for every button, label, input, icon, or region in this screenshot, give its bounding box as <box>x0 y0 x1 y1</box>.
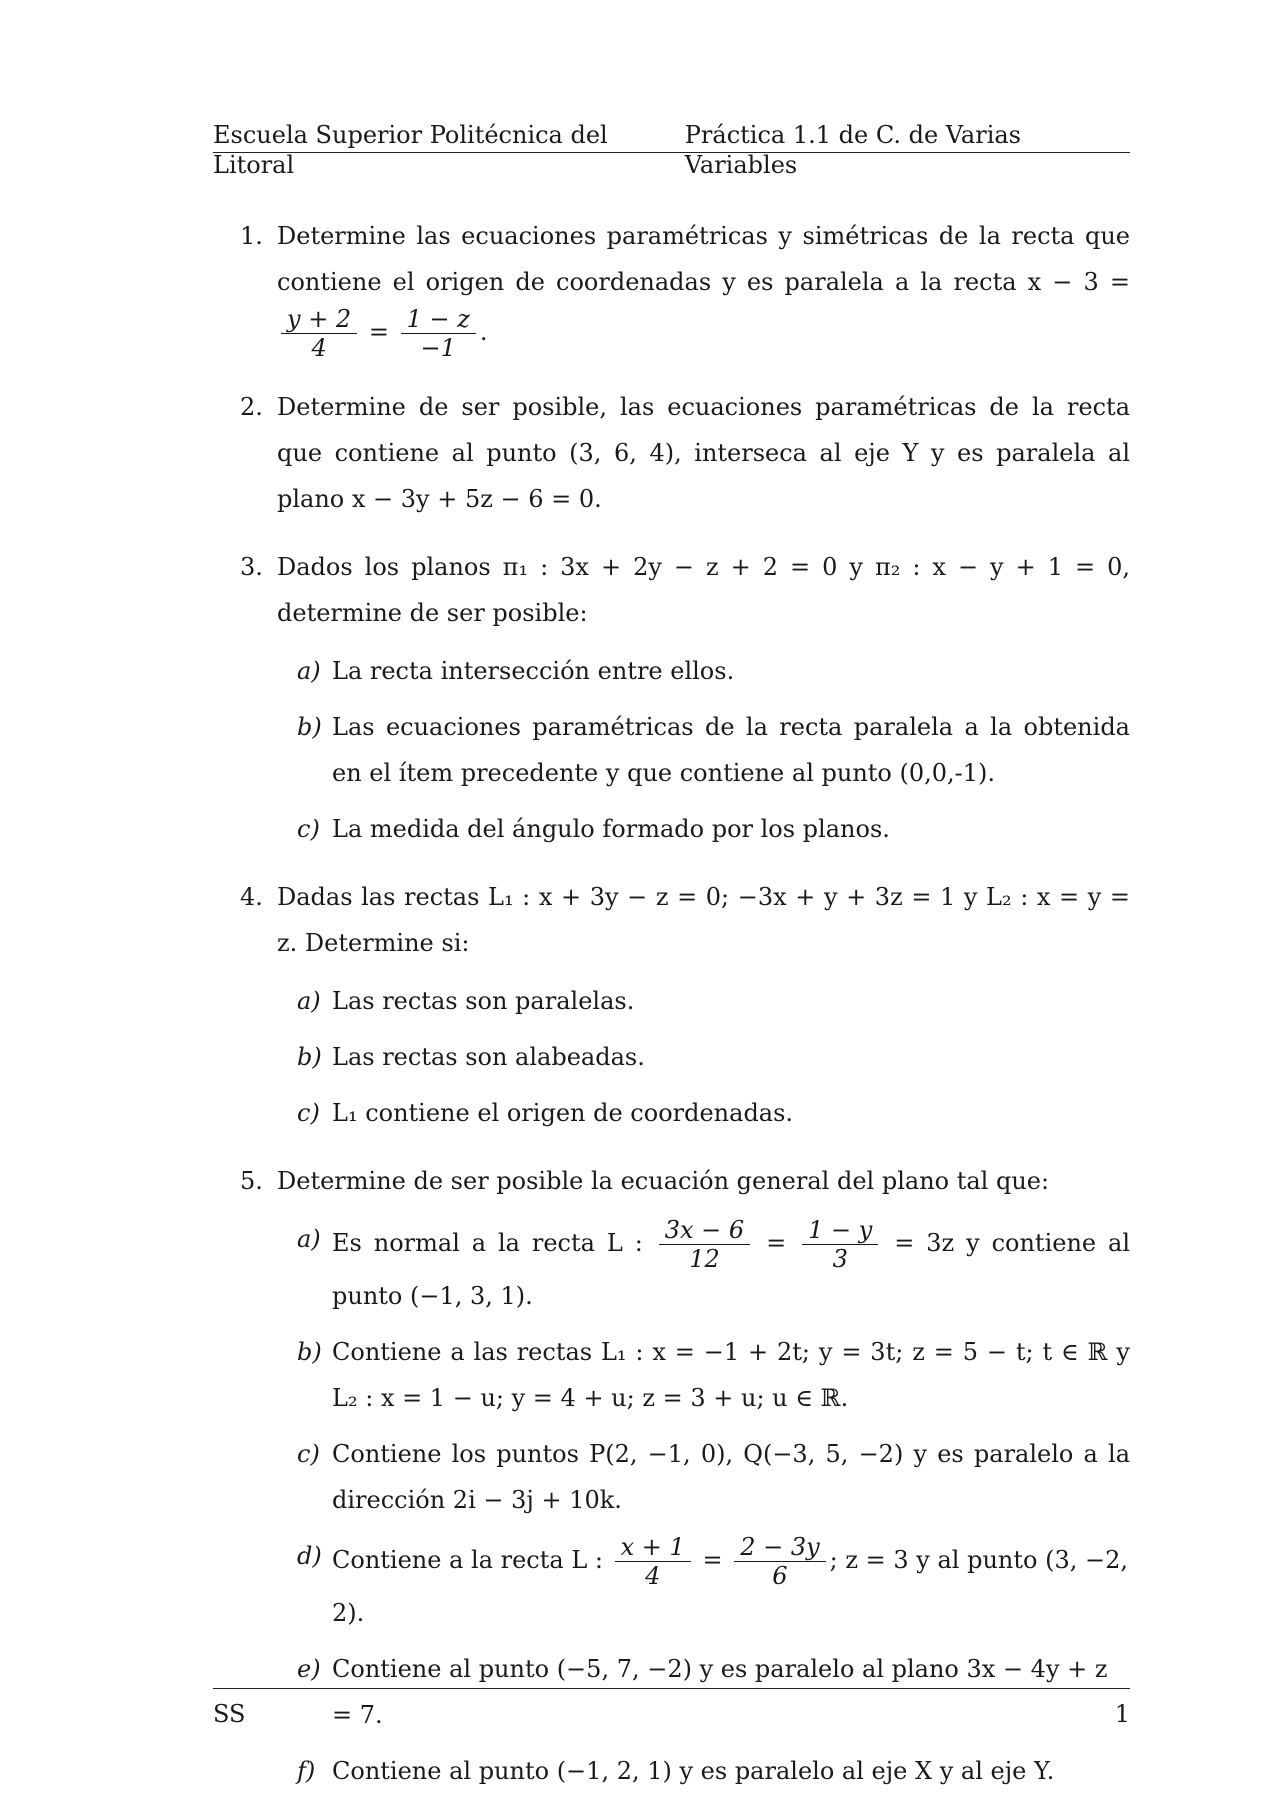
equals-sign: = <box>702 1546 723 1574</box>
problem-number: 4. <box>240 883 263 911</box>
subitem-a <box>213 648 1130 694</box>
header-rule <box>213 152 1130 153</box>
problem-text: Determine de ser posible la ecuación general del plano tal que: <box>277 1167 1050 1195</box>
problem-4 <box>213 874 1130 1136</box>
numerator: y + 2 <box>281 305 357 334</box>
subitem-a <box>213 978 1130 1024</box>
header-institution: Escuela Superior Politécnica del Litoral <box>213 121 608 179</box>
problem-number: 1. <box>240 222 263 250</box>
subitem-text: Las ecuaciones paramétricas de la recta paralela a la obtenida en el ítem precedente y que contiene al punto (0,0,-1). <box>332 713 1130 787</box>
subitem-c <box>213 1431 1130 1523</box>
problem-3 <box>213 544 1130 852</box>
subitem-label: a) <box>297 657 321 685</box>
subitem-label: b) <box>297 1043 322 1071</box>
problem-number: 3. <box>240 553 263 581</box>
problem-text: Determine de ser posible, las ecuaciones paramétricas de la recta que contiene al punto (3, 6, 4), interseca al eje Y y es paralela al plano x − 3y + 5z − 6 = 0. <box>277 393 1130 513</box>
subitem-text: Contiene a las rectas L₁ : x = −1 + 2t; y = 3t; z = 5 − t; t ∈ ℝ y L₂ : x = 1 − u; y = 4 + u; z = 3 + u; u ∈ ℝ. <box>332 1338 1130 1412</box>
subitem-list <box>277 978 1130 1136</box>
subitem-c <box>213 806 1130 852</box>
subitem-d <box>213 1533 1130 1636</box>
subitem-list <box>277 648 1130 852</box>
subitem-label: a) <box>297 987 321 1015</box>
subitem-label: c) <box>297 815 320 843</box>
problem-2 <box>213 384 1130 522</box>
subitem-c <box>213 1090 1130 1136</box>
page-number: 1 <box>1114 1700 1130 1728</box>
fraction <box>615 1533 691 1590</box>
denominator: 4 <box>311 334 327 362</box>
denominator: 6 <box>772 1562 788 1590</box>
problem-text: Dadas las rectas L₁ : x + 3y − z = 0; −3x + y + 3z = 1 y L₂ : x = y = z. Determine si: <box>277 883 1130 957</box>
fraction <box>802 1216 878 1273</box>
numerator: 2 − 3y <box>734 1533 825 1562</box>
subitem-text: La recta intersección entre ellos. <box>332 657 735 685</box>
subitem-label: b) <box>297 1338 322 1366</box>
fraction <box>734 1533 825 1590</box>
subitem-label: f) <box>297 1757 316 1785</box>
page-header <box>213 120 1130 180</box>
subitem-text: Las rectas son paralelas. <box>332 987 635 1015</box>
subitem-text: Contiene al punto (−1, 2, 1) y es paralelo al eje X y al eje Y. <box>332 1757 1055 1785</box>
fraction <box>401 305 476 362</box>
subitem-text: Contiene al punto (−5, 7, −2) y es paralelo al plano 3x − 4y + z = 7. <box>332 1655 1108 1729</box>
numerator: 1 − y <box>802 1216 878 1245</box>
subitem-label: e) <box>297 1655 321 1683</box>
fraction <box>281 305 357 362</box>
problem-list <box>213 213 1130 1816</box>
problem-text: Determine las ecuaciones paramétricas y simétricas de la recta que contiene el origen de coordenadas y es paralela a la recta x − 3 = <box>277 222 1130 296</box>
denominator: 4 <box>645 1562 661 1590</box>
problem-number: 2. <box>240 393 263 421</box>
numerator: 1 − z <box>401 305 476 334</box>
page-footer <box>213 1700 1130 1728</box>
subitem-f <box>213 1748 1130 1794</box>
subitem-label: a) <box>297 1225 321 1253</box>
problem-5 <box>213 1158 1130 1794</box>
subitem-label: b) <box>297 713 322 741</box>
subitem-text: Contiene a la recta L : <box>332 1546 603 1574</box>
problem-number: 5. <box>240 1167 263 1195</box>
equals-sign: = <box>368 318 389 346</box>
subitem-text-tail: = 3z y contiene al punto (−1, 3, 1). <box>332 1229 1130 1310</box>
subitem-text: La medida del ángulo formado por los planos. <box>332 815 890 843</box>
denominator: 12 <box>689 1245 720 1273</box>
denominator: −1 <box>420 334 456 362</box>
subitem-b <box>213 1034 1130 1080</box>
numerator: x + 1 <box>615 1533 691 1562</box>
footer-rule <box>213 1688 1130 1689</box>
subitem-label: c) <box>297 1099 320 1127</box>
subitem-b <box>213 704 1130 796</box>
subitem-text: Las rectas son alabeadas. <box>332 1043 645 1071</box>
subitem-text-tail: ; z = 3 y al punto (3, −2, 2). <box>332 1546 1128 1627</box>
denominator: 3 <box>832 1245 848 1273</box>
problem-text: Dados los planos π₁ : 3x + 2y − z + 2 = 0 y π₂ : x − y + 1 = 0, determine de ser posible: <box>277 553 1130 627</box>
header-course: Práctica 1.1 de C. de Varias Variables <box>684 121 1021 179</box>
period: . <box>479 318 488 346</box>
subitem-a <box>213 1216 1130 1319</box>
fraction <box>659 1216 750 1273</box>
subitem-b <box>213 1329 1130 1421</box>
numerator: 3x − 6 <box>659 1216 750 1245</box>
subitem-label: c) <box>297 1440 320 1468</box>
problem-1 <box>213 213 1130 362</box>
subitem-text: Contiene los puntos P(2, −1, 0), Q(−3, 5, −2) y es paralelo a la dirección 2i − 3j + 10k. <box>332 1440 1130 1514</box>
subitem-text: L₁ contiene el origen de coordenadas. <box>332 1099 794 1127</box>
subitem-text: Es normal a la recta L : <box>332 1229 643 1257</box>
subitem-label: d) <box>297 1542 322 1570</box>
footer-author: SS <box>213 1700 246 1728</box>
equals-sign: = <box>766 1229 787 1257</box>
